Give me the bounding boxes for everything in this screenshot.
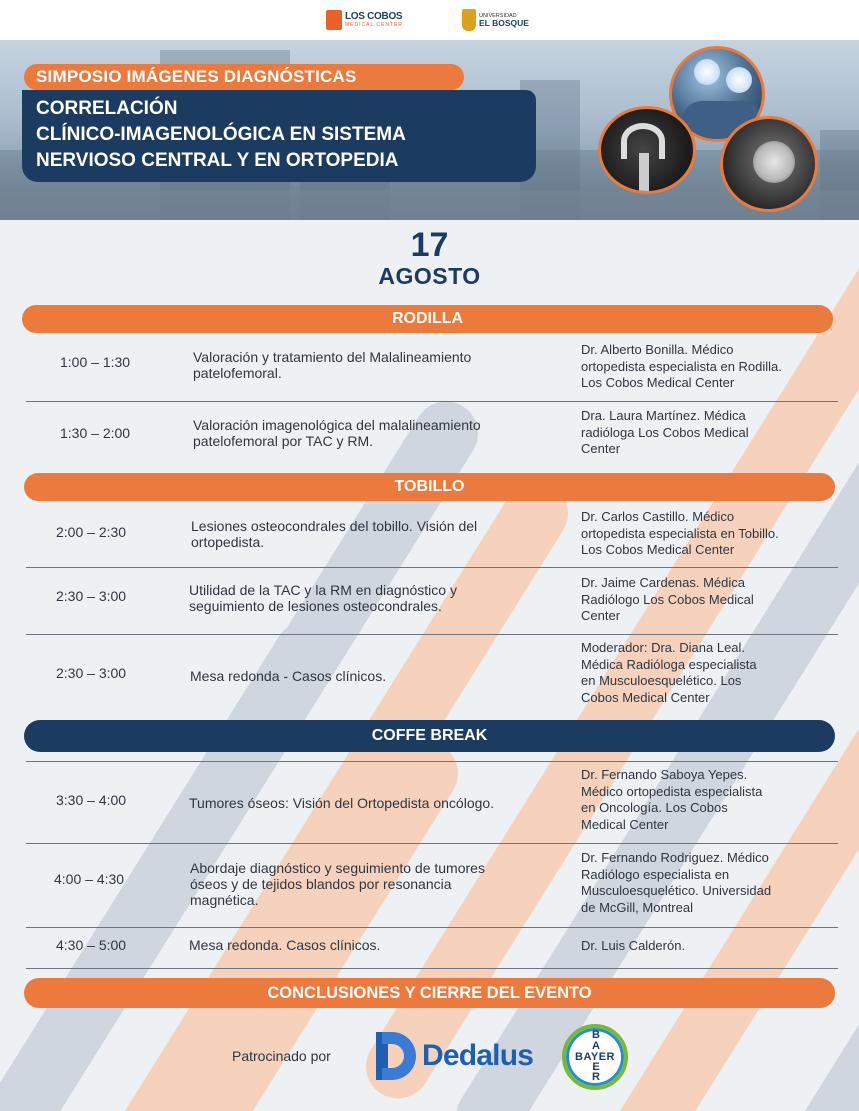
row-topic: Utilidad de la TAC y la RM en diagnóstico y — [189, 582, 457, 598]
row-speaker: Dr. Luis Calderón. — [581, 938, 686, 953]
row-topic: seguimiento de lesiones osteocondrales. — [189, 598, 442, 614]
row-divider — [26, 567, 838, 568]
row-speaker: Dr. Fernando Rodriguez. Médico — [581, 850, 769, 865]
bayer-horizontal: BAYER — [575, 1051, 615, 1063]
section-closing: CONCLUSIONES Y CIERRE DEL EVENTO — [24, 978, 835, 1008]
row-time: 1:30 – 2:00 — [60, 425, 131, 441]
row-speaker: Moderador: Dra. Diana Leal. — [581, 640, 746, 655]
event-kicker: SIMPOSIO IMÁGENES DIAGNÓSTICAS — [24, 64, 464, 90]
sponsor-label: Patrocinado por — [232, 1048, 331, 1064]
dedalus-mark-icon — [372, 1030, 416, 1082]
row-time: 2:30 – 3:00 — [56, 665, 127, 681]
el-bosque-mark-icon — [462, 9, 476, 31]
row-time: 2:00 – 2:30 — [56, 524, 127, 540]
el-bosque-line1: UNIVERSIDAD — [479, 13, 517, 19]
row-speaker: radióloga Los Cobos Medical — [581, 424, 749, 440]
los-cobos-logo — [326, 10, 403, 30]
row-divider — [26, 843, 838, 844]
row-speaker: en Musculoesquelético. Los — [581, 673, 742, 689]
row-speaker: Dr. Jaime Cardenas. Médica — [581, 575, 746, 590]
row-speaker: Radiólogo especialista en — [581, 866, 730, 882]
row-speaker: Cobos Medical Center — [581, 690, 710, 706]
row-speaker: Dr. Carlos Castillo. Médico — [581, 509, 735, 524]
row-speaker: Center — [581, 608, 621, 624]
row-topic: Abordaje diagnóstico y seguimiento de tumores — [190, 860, 485, 876]
row-divider — [26, 634, 838, 635]
row-divider — [26, 761, 838, 762]
row-speaker: ortopedista especialista en Rodilla. — [581, 358, 782, 374]
row-topic: Mesa redonda. Casos clínicos. — [189, 937, 381, 953]
event-title — [22, 90, 536, 182]
row-time: 4:00 – 4:30 — [54, 871, 125, 887]
title-line: CORRELACIÓN — [36, 98, 178, 119]
section-rodilla: RODILLA — [22, 305, 833, 333]
row-topic: ortopedista. — [191, 534, 265, 550]
row-speaker: Dr. Fernando Saboya Yepes. — [581, 767, 748, 782]
row-speaker: Los Cobos Medical Center — [581, 542, 735, 558]
row-speaker: Médico ortopedista especialista — [581, 783, 763, 799]
row-topic: patelofemoral por TAC y RM. — [193, 433, 373, 449]
row-time: 2:30 – 3:00 — [56, 588, 127, 604]
row-speaker: ortopedista especialista en Tobillo. — [581, 525, 779, 541]
bayer-vertical: B A E R — [592, 1029, 600, 1083]
row-speaker: de McGill, Montreal — [581, 900, 693, 916]
bayer-logo — [562, 1024, 628, 1090]
row-time: 1:00 – 1:30 — [60, 354, 131, 370]
section-tobillo: TOBILLO — [24, 473, 835, 501]
el-bosque-line2: EL BOSQUE — [479, 18, 529, 28]
xray-shoulder-circle — [720, 116, 818, 212]
row-speaker: Los Cobos Medical Center — [581, 375, 735, 391]
title-line: CLÍNICO-IMAGENOLÓGICA EN SISTEMA — [36, 124, 406, 145]
xray-knee-circle — [598, 106, 696, 194]
row-topic: Valoración imagenológica del malalineamiento — [193, 417, 481, 433]
row-divider — [26, 401, 838, 402]
dedalus-name: Dedalus — [422, 1039, 534, 1072]
date-day: 17 — [410, 226, 449, 264]
header-logos — [0, 0, 859, 40]
row-speaker: Musculoesquelético. Universidad — [581, 883, 772, 899]
los-cobos-mark-icon — [326, 10, 342, 30]
row-speaker: Medical Center — [581, 817, 669, 833]
row-topic: Valoración y tratamiento del Malalineamiento — [193, 349, 472, 365]
row-speaker: Radiólogo Los Cobos Medical — [581, 591, 754, 607]
row-divider — [26, 927, 838, 928]
row-speaker: en Oncología. Los Cobos — [581, 800, 728, 816]
section-coffee-break: COFFE BREAK — [24, 720, 835, 752]
row-time: 4:30 – 5:00 — [56, 937, 127, 953]
row-topic: patelofemoral. — [193, 365, 282, 381]
row-topic: Mesa redonda - Casos clínicos. — [190, 668, 387, 684]
el-bosque-logo — [462, 9, 529, 31]
row-topic: Lesiones osteocondrales del tobillo. Visión del — [191, 518, 478, 534]
date-month: AGOSTO — [378, 263, 481, 289]
row-topic: óseos y de tejidos blandos por resonancia — [190, 876, 452, 892]
row-speaker: Dr. Alberto Bonilla. Médico — [581, 342, 734, 357]
row-topic: magnética. — [190, 892, 259, 908]
row-speaker: Dra. Laura Martínez. Médica — [581, 408, 746, 423]
row-time: 3:30 – 4:00 — [56, 792, 127, 808]
row-speaker: Médica Radióloga especialista — [581, 656, 757, 672]
title-line: NERVIOSO CENTRAL Y EN ORTOPEDIA — [36, 150, 399, 171]
row-topic: Tumores óseos: Visión del Ortopedista oncólogo. — [189, 795, 495, 811]
dedalus-logo — [372, 1030, 533, 1082]
los-cobos-name: LOS COBOS — [345, 11, 403, 22]
row-speaker: Center — [581, 441, 621, 457]
row-divider — [26, 968, 838, 969]
los-cobos-sub: MEDICAL CENTER — [345, 22, 403, 28]
event-date — [0, 226, 859, 288]
